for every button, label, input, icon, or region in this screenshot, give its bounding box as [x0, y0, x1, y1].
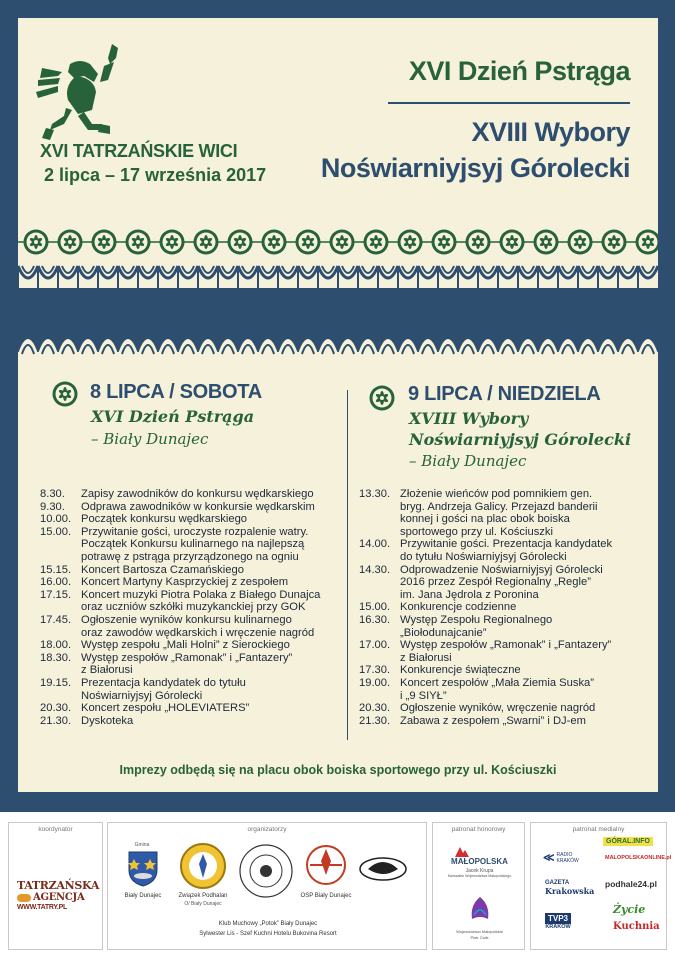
schedule-description: sportowego przy ul. Kościuszki: [400, 525, 553, 538]
osp-emblem-icon: [304, 843, 348, 889]
schedule-row: [359, 702, 649, 715]
schedule-row: [359, 526, 649, 539]
schedule-row: [40, 513, 340, 526]
schedule-description: bryg. Andrzeja Galicy. Przejazd banderii: [400, 500, 598, 513]
schedule-row: [359, 576, 649, 589]
gazeta-krakowska-logo: GAZETA Krakowska: [545, 880, 595, 896]
schedule-time: [40, 690, 81, 703]
gmina-coat-of-arms-icon: [128, 851, 158, 887]
schedule-description: Koncert zespołu „HOLEVIATERS”: [81, 702, 250, 715]
schedule-time: [40, 551, 81, 564]
sponsor-box-honorary-patron: patronat honorowy MAŁOPOLSKA Jacek Krupa Marszałek Województwa Małopolskiego Województwo Małopolskie Piotr Ćwik: [432, 822, 525, 950]
schedule-row: [40, 664, 340, 677]
schedule-time: 18.00.: [40, 639, 72, 652]
malopolska-mark-icon: [455, 847, 469, 857]
schedule-time: 19.00.: [359, 676, 391, 689]
schedule-time: 14.00.: [359, 538, 391, 551]
schedule-description: Złożenie wieńców pod pomnikiem gen.: [400, 488, 593, 500]
klub-muchowy-logo-icon: [358, 849, 408, 883]
day1-schedule: [40, 488, 340, 727]
schedule-row: [40, 702, 340, 715]
day1-heading: 8 LIPCA / SOBOTA: [90, 381, 262, 403]
schedule-description: do tytułu Noświarniyjsyj Górolecki: [400, 550, 567, 563]
schedule-description: Przywitanie gości, uroczyste rozpalenie watry.: [81, 525, 309, 538]
agency-badge-icon: [17, 894, 31, 902]
schedule-time: 9.30.: [40, 500, 65, 513]
schedule-description: Koncert zespołów „Mała Ziemia Suska”: [400, 676, 594, 689]
schedule-time: 17.00.: [359, 639, 391, 652]
column-divider: [347, 390, 348, 740]
schedule-row: [359, 589, 649, 602]
schedule-description: konnej i gości na plac obok boiska: [400, 513, 570, 526]
schedule-time: [359, 589, 400, 602]
schedule-description: Występ zespołu „Mali Holni” z Sierockiego: [81, 639, 290, 652]
schedule-time: 17.45.: [40, 613, 72, 626]
rosette-icon: [52, 381, 78, 407]
schedule-description: Konkurencje codzienne: [400, 601, 517, 614]
schedule-row: [359, 690, 649, 703]
day2-place: – Biały Dunajec: [409, 452, 527, 470]
schedule-time: [40, 664, 81, 677]
schedule-row: [40, 715, 340, 728]
day2-event-title-2: Noświarniyjsyj Górolecki: [409, 430, 632, 449]
schedule-description: Odprowadzenie Noświarniyjsyj Górolecki: [400, 563, 603, 576]
schedule-time: 15.00.: [40, 525, 72, 538]
schedule-time: [359, 576, 400, 589]
schedule-row: [359, 715, 649, 728]
day2-event-title-1: XVIII Wybory: [409, 409, 529, 428]
schedule-time: 17.15.: [40, 588, 72, 601]
schedule-row: [359, 652, 649, 665]
schedule-time: [359, 551, 400, 564]
event-title-elections: XVIII Wybory: [471, 117, 630, 147]
schedule-time: 10.00.: [40, 513, 72, 526]
kuchnia-logo: Kuchnia: [613, 921, 660, 932]
schedule-time: 14.30.: [359, 563, 391, 576]
schedule-description: Koncert Martyny Kasprzyckiej z zespołem: [81, 576, 289, 589]
schedule-time: 15.15.: [40, 563, 72, 576]
schedule-description: im. Jana Jędrola z Poronina: [400, 588, 539, 601]
schedule-description: oraz uczniów szkółki muzykanckiej przy GOK: [81, 601, 306, 614]
schedule-row: [359, 677, 649, 690]
schedule-description: Ogłoszenie wyników, wręczenie nagród: [400, 702, 596, 715]
festival-dates: 2 lipca – 17 września 2017: [44, 165, 267, 185]
radio-krakow-logo: ≪ RADIO KRAKÓW: [543, 851, 579, 864]
zycie-logo: Życie: [613, 903, 646, 916]
event-title-gorolecki: Noświarniyjsyj Górolecki: [320, 153, 630, 183]
schedule-description: 2016 przez Zespół Regionalny „Regle”: [400, 576, 591, 589]
schedule-description: Występ Zespołu Regionalnego: [400, 613, 553, 626]
schedule-row: [40, 564, 340, 577]
lace-border-top: [18, 262, 658, 304]
schedule-row: [359, 627, 649, 640]
schedule-time: 8.30.: [40, 488, 65, 500]
zwiazek-podhalan-logo-icon: [178, 841, 228, 891]
sponsor-box-coordinator: [8, 822, 103, 950]
lace-border-bottom: [18, 322, 658, 356]
schedule-row: [359, 513, 649, 526]
malopolska-online-logo: MALOPOLSKAONLINE.pl: [605, 855, 672, 861]
schedule-time: 21.30.: [359, 714, 391, 727]
schedule-time: [359, 627, 400, 640]
schedule-description: Występ zespołów „Ramonak” i „Fantazery”: [81, 651, 293, 664]
schedule-description: Dyskoteka: [81, 714, 134, 727]
schedule-time: [359, 652, 400, 665]
schedule-description: Noświarniyjsyj Górolecki: [81, 689, 203, 702]
schedule-description: „Biołodunajcanie”: [400, 626, 487, 639]
schedule-row: [40, 627, 340, 640]
schedule-time: 20.30.: [40, 702, 72, 715]
schedule-description: Ogłoszenie wyników konkursu kulinarnego: [81, 613, 292, 626]
gok-logo-icon: [238, 843, 294, 899]
event-title-trout-day: XVI Dzień Pstrąga: [408, 56, 630, 86]
schedule-row: [40, 576, 340, 589]
day2-heading: 9 LIPCA / NIEDZIELA: [408, 383, 601, 405]
festival-name: XVI TATRZAŃSKIE WICI: [40, 141, 238, 161]
schedule-row: [359, 501, 649, 514]
day1-place: – Biały Dunajec: [91, 430, 209, 448]
schedule-row: [40, 639, 340, 652]
schedule-row: [40, 614, 340, 627]
schedule-row: [359, 538, 649, 551]
schedule-time: 16.30.: [359, 613, 391, 626]
schedule-description: oraz zawodów wędkarskich i wręczenie nagród: [81, 626, 315, 639]
schedule-description: Koncert muzyki Piotra Polaka z Białego Dunajca: [81, 588, 321, 601]
schedule-row: [40, 538, 340, 551]
schedule-description: Konkurencje świąteczne: [400, 664, 521, 677]
schedule-row: [359, 488, 649, 501]
schedule-description: Przywitanie gości. Prezentacja kandydatek: [400, 538, 613, 551]
sponsor-label: organizatorzy: [247, 826, 287, 833]
schedule-time: [40, 627, 81, 640]
schedule-time: 15.00.: [359, 601, 391, 614]
rosette-icon: [369, 385, 395, 411]
schedule-time: [40, 601, 81, 614]
schedule-time: 17.30.: [359, 664, 391, 677]
schedule-description: i „9 SIYŁ”: [400, 689, 447, 702]
schedule-row: [40, 601, 340, 614]
schedule-time: [359, 690, 400, 703]
schedule-row: [40, 652, 340, 665]
schedule-row: [40, 551, 340, 564]
sponsor-box-organizers: organizatorzy Gmina Biały Dunajec Związek Podhalan O/ Biały Dunajec OSP Biały Dunajec Klub Muchowy „Potok” Biały Dunajec Sylwester Lis - Szef Kuchni Hotelu Bukovina Resort: [107, 822, 427, 950]
runner-logo: [36, 42, 136, 142]
schedule-row: [359, 564, 649, 577]
schedule-description: Koncert Bartosza Czamańskiego: [81, 563, 244, 576]
schedule-time: [359, 513, 400, 526]
schedule-time: 19.15.: [40, 676, 72, 689]
schedule-row: [359, 614, 649, 627]
rosette-ornament-row: [18, 227, 658, 257]
wojewoda-emblem-icon: [466, 895, 494, 927]
schedule-description: Początek konkursu wędkarskiego: [81, 513, 248, 526]
schedule-time: 21.30.: [40, 714, 72, 727]
tatrzanska-agencja-logo: TATRZAŃSKA AGENCJA WWW.TATRY.PL: [17, 879, 100, 911]
schedule-description: z Białorusi: [400, 651, 452, 664]
sponsor-box-media-patron: [530, 822, 672, 950]
schedule-row: [359, 664, 649, 677]
schedule-row: [40, 501, 340, 514]
schedule-time: [40, 538, 81, 551]
sponsor-label: koordynator: [38, 826, 73, 833]
schedule-time: [359, 501, 400, 514]
sponsor-label: patronat medialny: [572, 826, 625, 833]
schedule-description: Zabawa z zespołem „Swarni” i DJ-em: [400, 714, 586, 727]
schedule-row: [359, 551, 649, 564]
schedule-description: z Białorusi: [81, 664, 133, 677]
schedule-description: Występ zespołów „Ramonak” i „Fantazery”: [400, 639, 612, 652]
venue-note: Imprezy odbędą się na placu obok boiska sportowego przy ul. Kościuszki: [119, 763, 557, 777]
goral-info-logo: GÓRAL.INFO: [603, 837, 653, 846]
schedule-description: Zapisy zawodników do konkursu wędkarskiego: [81, 488, 314, 500]
schedule-description: Odprawa zawodników w konkursie wędkarskim: [81, 500, 315, 513]
sponsor-label: patronat honorowy: [451, 826, 506, 833]
day2-schedule: [359, 488, 649, 727]
schedule-row: [40, 690, 340, 703]
schedule-description: Prezentacja kandydatek do tytułu: [81, 676, 246, 689]
schedule-description: Początek Konkursu kulinarnego na najlepszą: [81, 538, 305, 551]
schedule-row: [40, 677, 340, 690]
day1-event-title: XVI Dzień Pstrąga: [91, 407, 255, 426]
schedule-time: 20.30.: [359, 702, 391, 715]
schedule-row: [40, 488, 340, 501]
podhale24-logo: podhale24.pl: [605, 879, 657, 889]
title-divider: [388, 102, 630, 104]
schedule-time: [359, 526, 400, 539]
schedule-row: [359, 601, 649, 614]
schedule-row: [40, 526, 340, 539]
tvp3-krakow-logo: TVP3 KRAKÓW: [545, 914, 571, 930]
schedule-row: [40, 589, 340, 602]
schedule-row: [359, 639, 649, 652]
schedule-description: potrawę z pstrąga przyrządzonego na ogniu: [81, 550, 299, 563]
schedule-time: 16.00.: [40, 576, 72, 589]
schedule-time: 13.30.: [359, 488, 391, 500]
schedule-time: 18.30.: [40, 651, 72, 664]
radio-wave-icon: ≪: [543, 852, 555, 864]
